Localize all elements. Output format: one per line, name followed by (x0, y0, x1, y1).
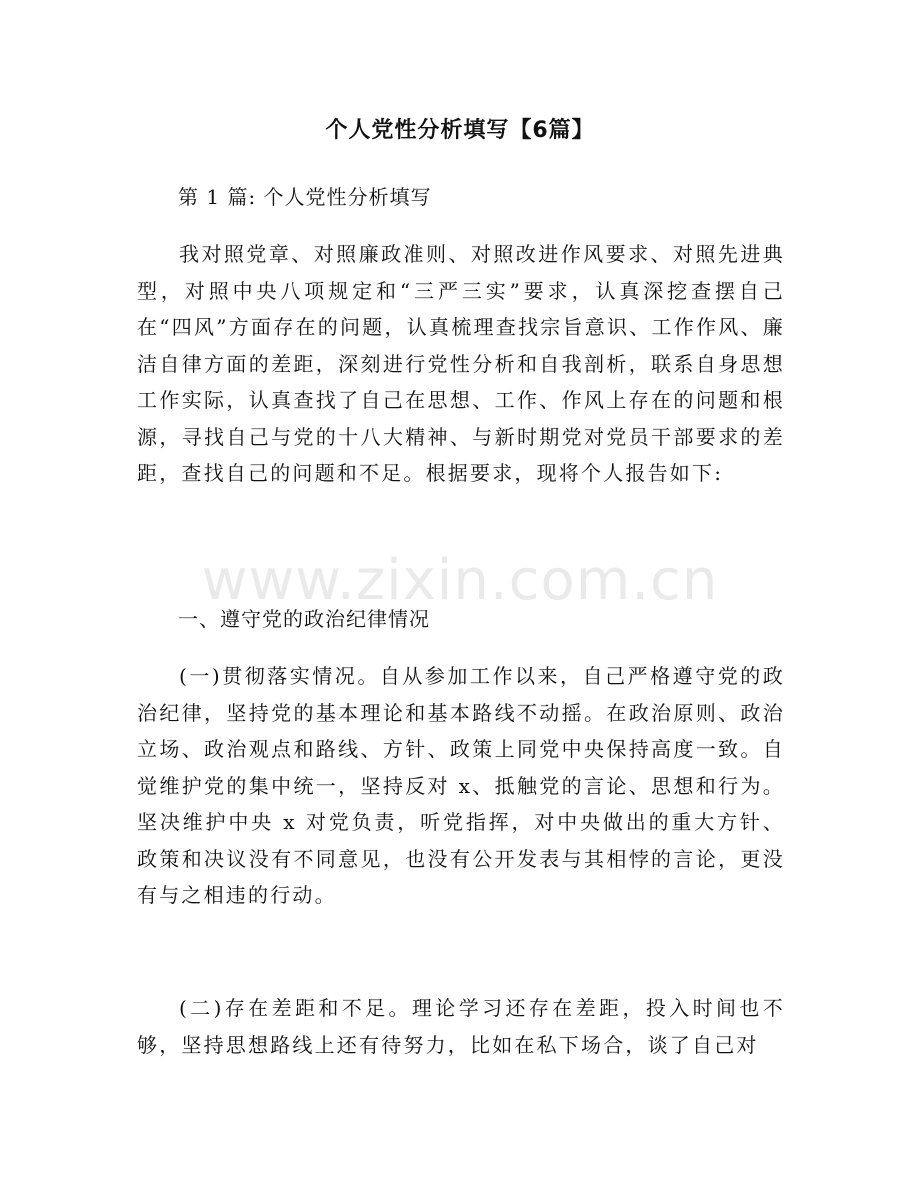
intro-paragraph: 我对照党章、对照廉政准则、对照改进作风要求、对照先进典型，对照中央八项规定和“三严三实”要求，认真深挖查摆自己在“四风”方面存在的问题，认真梳理查找宗旨意识、工作作风、廉洁自律方面的差距，深刻进行党性分析和自我剖析，联系自身思想工作实际，认真查找了自己在思想、工作、作风上存在的问题和根源，寻找自己与党的十八大精神、与新时期党对党员干部要求的差距，查找自己的问题和不足。根据要求，现将个人报告如下: (137, 242, 785, 485)
watermark: www.zixin.com.cn (201, 548, 719, 613)
paragraph-implementation: (一)贯彻落实情况。自从参加工作以来，自己严格遵守党的政治纪律，坚持党的基本理论和基本路线不动摇。在政治原则、政治立场、政治观点和路线、方针、政策上同党中央保持高度一致。自觉维护党的集中统一，坚持反对 x、抵触党的言论、思想和行为。坚决维护中央 x 对党负责，听党指挥，对中央做出的重大方针、政策和决议没有不同意见，也没有公开发表与其相悖的言论，更没有与之相违的行动。 (137, 664, 785, 907)
document-title: 个人党性分析填写【6篇】 (325, 118, 595, 143)
section-heading: 第 1 篇: 个人党性分析填写 (178, 185, 432, 209)
paragraph-shortcomings: (二)存在差距和不足。理论学习还存在差距，投入时间也不够，坚持思想路线上还有待努力，比如在私下场合，谈了自己对 (137, 996, 785, 1057)
subheading-political-discipline: 一、遵守党的政治纪律情况 (178, 607, 430, 631)
